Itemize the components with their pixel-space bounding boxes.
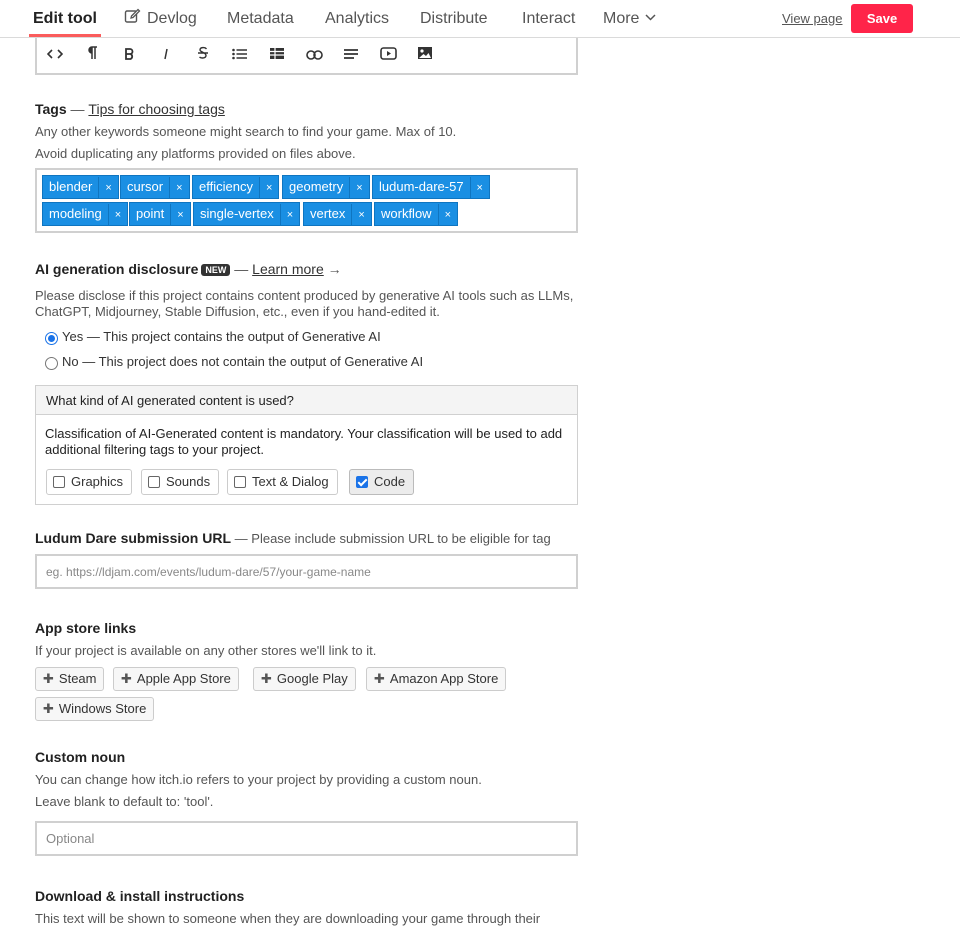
tag-chip bbox=[129, 202, 191, 226]
tag-label: point bbox=[136, 206, 165, 221]
tag-label: single-vertex bbox=[200, 206, 274, 221]
ai-no-radio[interactable] bbox=[45, 357, 58, 370]
ai-no-label[interactable]: No — This project does not contain the output of Generative AI bbox=[62, 354, 424, 369]
link-icon[interactable] bbox=[300, 43, 328, 67]
store-label: Windows Store bbox=[58, 701, 147, 716]
tips-for-tags-link[interactable]: Tips for choosing tags bbox=[88, 101, 225, 117]
remove-tag-icon[interactable]: × bbox=[280, 204, 299, 226]
tag-label: efficiency bbox=[199, 179, 253, 194]
checkbox[interactable] bbox=[148, 476, 160, 488]
remove-tag-icon[interactable]: × bbox=[170, 204, 189, 226]
download-instructions-hint: This text will be shown to someone when they are downloading your game through their bbox=[35, 911, 541, 926]
remove-tag-icon[interactable]: × bbox=[351, 204, 370, 226]
checkbox[interactable] bbox=[53, 476, 65, 488]
ludum-dare-heading bbox=[35, 530, 551, 546]
custom-noun-hint: You can change how itch.io refers to your project by providing a custom noun. bbox=[35, 772, 482, 787]
checkbox[interactable] bbox=[234, 476, 246, 488]
ai-kind-text-dialog[interactable] bbox=[227, 469, 338, 495]
chevron-down-icon bbox=[645, 0, 656, 37]
ai-kind-code[interactable] bbox=[349, 469, 414, 495]
tab-devlog[interactable] bbox=[124, 0, 197, 37]
ludum-dare-url-input[interactable] bbox=[35, 554, 578, 589]
bold-icon[interactable] bbox=[115, 43, 143, 67]
add-amazon-app-store-button[interactable] bbox=[366, 667, 506, 691]
tag-label: workflow bbox=[381, 206, 432, 221]
ai-disclosure-hint: Please disclose if this project contains content produced by generative AI tools such as LLMs, ChatGPT, Midjourney, Stable Diffusion, etc., even if you hand-edited it. bbox=[35, 288, 574, 319]
add-apple-app-store-button[interactable] bbox=[113, 667, 239, 691]
tag-label: geometry bbox=[289, 179, 344, 194]
store-label: Amazon App Store bbox=[389, 671, 499, 686]
view-page-link[interactable]: View page bbox=[782, 11, 843, 26]
tags-hint-platforms: Avoid duplicating any platforms provided on files above. bbox=[35, 146, 356, 161]
ludum-dare-label: Ludum Dare submission URL bbox=[35, 530, 231, 546]
tab-edit-tool[interactable]: Edit tool bbox=[33, 0, 97, 37]
plus-icon: ✚ bbox=[43, 701, 54, 716]
edit-icon bbox=[124, 2, 141, 39]
ai-disclosure-label: AI generation disclosure bbox=[35, 261, 199, 277]
ai-kind-graphics[interactable] bbox=[46, 469, 132, 495]
tag-chip bbox=[282, 175, 370, 199]
remove-tag-icon[interactable]: × bbox=[349, 177, 368, 199]
align-icon[interactable] bbox=[337, 43, 365, 67]
custom-noun-heading: Custom noun bbox=[35, 749, 126, 765]
remove-tag-icon[interactable]: × bbox=[470, 177, 489, 199]
top-nav bbox=[0, 0, 960, 38]
tag-chip bbox=[192, 175, 279, 199]
app-store-links-heading: App store links bbox=[35, 620, 137, 636]
remove-tag-icon[interactable]: × bbox=[438, 204, 457, 226]
italic-icon[interactable] bbox=[152, 43, 180, 67]
add-steam-button[interactable] bbox=[35, 667, 104, 691]
tag-label: blender bbox=[49, 179, 93, 194]
video-icon[interactable] bbox=[374, 43, 402, 67]
ai-kind-label: Graphics bbox=[71, 474, 124, 489]
tab-more-label: More bbox=[603, 10, 640, 27]
tags-heading bbox=[35, 101, 225, 117]
ai-yes-label[interactable]: Yes — This project contains the output of Generative AI bbox=[62, 329, 381, 344]
ai-kind-label: Code bbox=[374, 474, 406, 489]
custom-noun-input[interactable] bbox=[35, 821, 578, 856]
ai-kind-sounds[interactable] bbox=[141, 469, 219, 495]
ai-disclosure-heading bbox=[35, 261, 342, 277]
tags-hint-max: Any other keywords someone might search to find your game. Max of 10. bbox=[35, 124, 457, 139]
tab-metadata[interactable]: Metadata bbox=[227, 10, 294, 27]
ai-kind-label: Sounds bbox=[166, 474, 211, 489]
tab-distribute[interactable]: Distribute bbox=[420, 10, 488, 27]
plus-icon: ✚ bbox=[374, 671, 385, 686]
ai-content-question: What kind of AI generated content is used? bbox=[36, 386, 577, 415]
table-icon[interactable] bbox=[263, 43, 291, 67]
tag-chip bbox=[42, 175, 119, 199]
tag-label: modeling bbox=[49, 206, 102, 221]
tab-more[interactable] bbox=[603, 0, 656, 37]
store-label: Google Play bbox=[276, 671, 348, 686]
bullet-list-icon[interactable] bbox=[226, 43, 254, 67]
paragraph-icon[interactable] bbox=[78, 43, 106, 67]
tag-label: cursor bbox=[127, 179, 164, 194]
tag-label: ludum-dare-57 bbox=[379, 179, 464, 194]
store-label: Steam bbox=[58, 671, 97, 686]
remove-tag-icon[interactable]: × bbox=[259, 177, 278, 199]
plus-icon: ✚ bbox=[261, 671, 272, 686]
tab-interact[interactable]: Interact bbox=[522, 10, 576, 27]
tags-separator: — bbox=[70, 101, 85, 117]
app-store-links-hint: If your project is available on any other stores we'll link to it. bbox=[35, 643, 377, 658]
plus-icon: ✚ bbox=[43, 671, 54, 686]
store-label: Apple App Store bbox=[136, 671, 231, 686]
save-button[interactable]: Save bbox=[851, 4, 913, 33]
tab-devlog-label: Devlog bbox=[147, 10, 197, 27]
tag-chip bbox=[42, 202, 128, 226]
tab-analytics[interactable]: Analytics bbox=[325, 10, 390, 27]
download-instructions-heading: Download & install instructions bbox=[35, 888, 245, 904]
image-icon[interactable] bbox=[411, 43, 439, 67]
tag-chip bbox=[374, 202, 458, 226]
learn-more-link[interactable]: Learn more bbox=[252, 261, 324, 277]
ai-kind-label: Text & Dialog bbox=[252, 474, 329, 489]
tag-chip bbox=[303, 202, 372, 226]
tag-label: vertex bbox=[310, 206, 346, 221]
add-windows-store-button[interactable] bbox=[35, 697, 154, 721]
tag-chip bbox=[372, 175, 490, 199]
plus-icon: ✚ bbox=[121, 671, 132, 686]
ludum-dare-note: — Please include submission URL to be eligible for tag bbox=[234, 531, 551, 546]
tags-label: Tags bbox=[35, 101, 67, 117]
arrow-right-icon: → bbox=[327, 261, 342, 277]
tag-chip bbox=[120, 175, 190, 199]
tag-chip bbox=[193, 202, 300, 226]
ai-classification-text: Classification of AI-Generated content is mandatory. Your classification will be used to add additional filtering tags to your project. bbox=[45, 426, 563, 457]
ai-separator: — bbox=[234, 261, 249, 277]
remove-tag-icon[interactable]: × bbox=[169, 177, 188, 199]
remove-tag-icon[interactable]: × bbox=[98, 177, 117, 199]
custom-noun-default-hint: Leave blank to default to: 'tool'. bbox=[35, 794, 214, 809]
add-google-play-button[interactable] bbox=[253, 667, 356, 691]
strikethrough-icon[interactable] bbox=[189, 43, 217, 67]
checkbox[interactable] bbox=[356, 476, 368, 488]
editor-toolbar bbox=[35, 38, 578, 75]
new-badge: NEW bbox=[201, 264, 230, 276]
remove-tag-icon[interactable]: × bbox=[108, 204, 127, 226]
ai-yes-radio[interactable] bbox=[45, 332, 58, 345]
code-icon[interactable] bbox=[41, 43, 69, 67]
